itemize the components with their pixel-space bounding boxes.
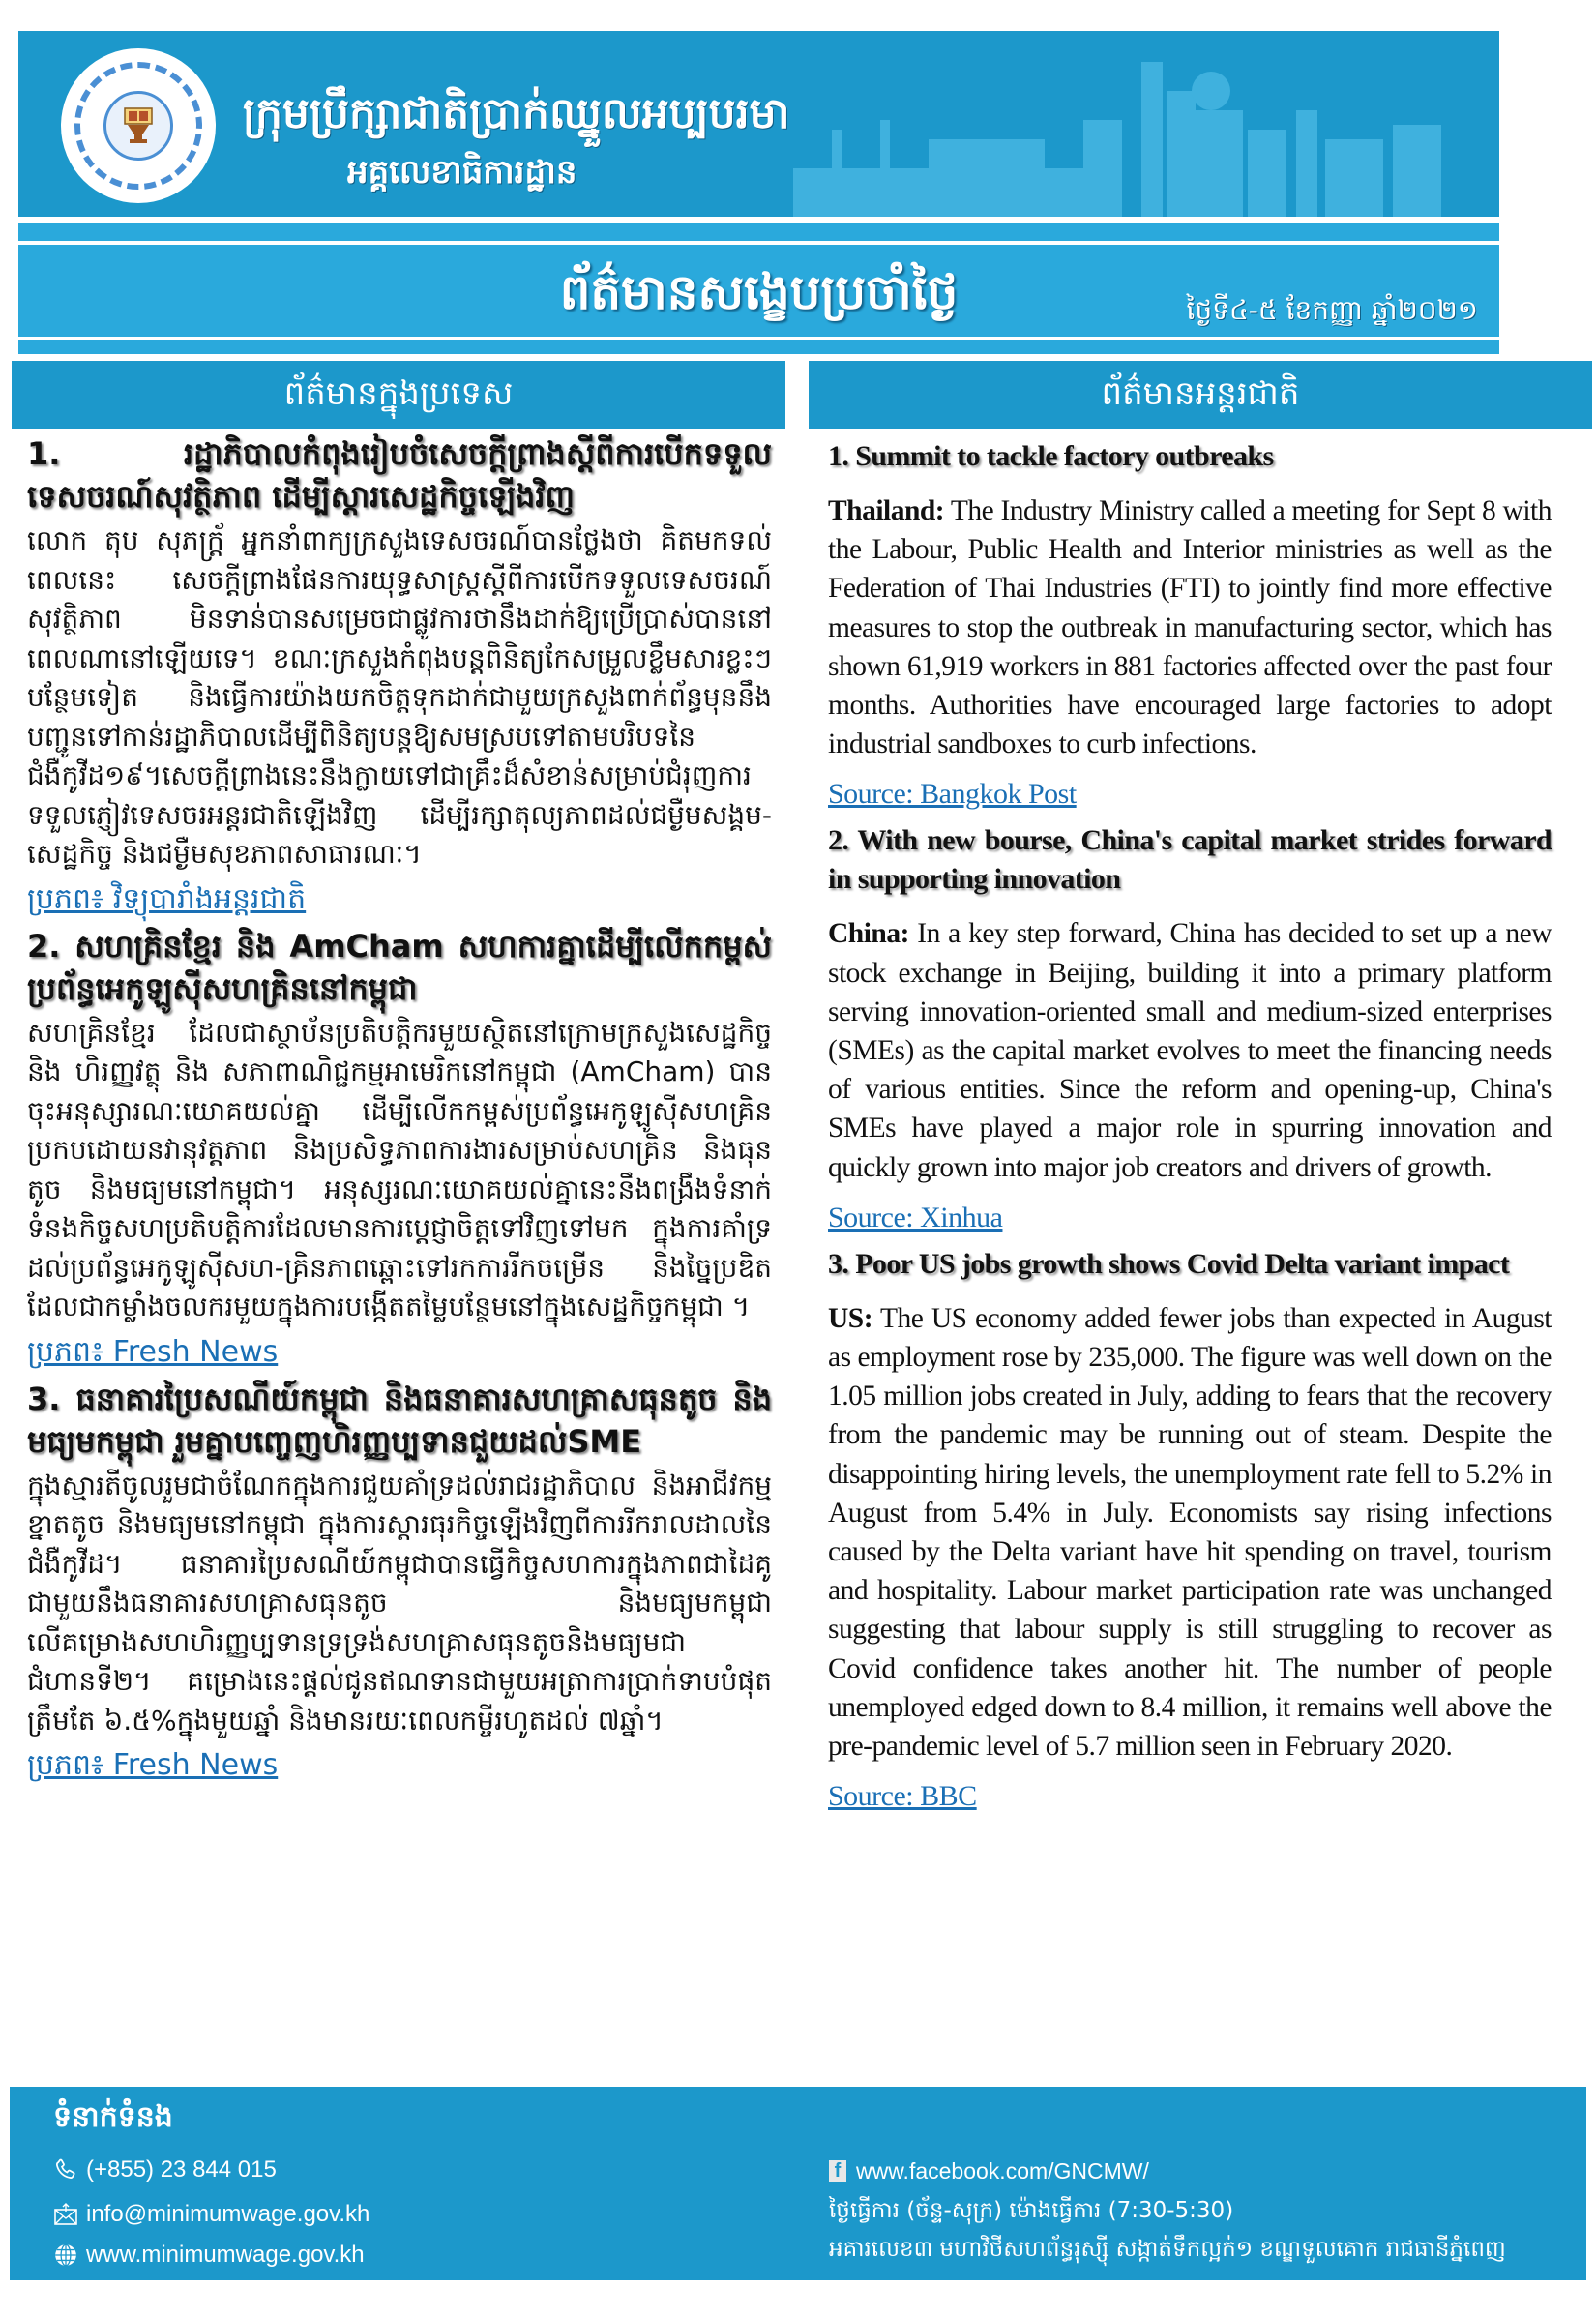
international-news-column [828, 437, 1552, 1824]
article-source-link[interactable]: ប្រភព៖ Fresh News [27, 1748, 279, 1782]
email-address: info@minimumwage.gov.kh [86, 2201, 370, 2227]
article-country: US: [828, 1302, 873, 1334]
decorative-band [18, 340, 1499, 354]
phone-number: (+855) 23 844 015 [86, 2156, 277, 2183]
decorative-band [18, 223, 1499, 241]
newsletter-title-bar [18, 245, 1499, 337]
phone-icon [53, 2157, 78, 2183]
international-article-3 [828, 1245, 1552, 1824]
newsletter-title: ព័ត៌មានសង្ខេបប្រចាំថ្ងៃ [559, 264, 959, 320]
article-source-link[interactable]: Source: BBC [828, 1780, 977, 1813]
facebook-icon: f [829, 2160, 846, 2182]
contact-phone[interactable] [53, 2156, 277, 2183]
organization-subtitle: អគ្គលេខាធិការដ្ឋាន [347, 153, 577, 192]
footer-info [829, 2154, 1506, 2265]
article-title: 2. សហគ្រិនខ្មែរ និង AmCham សហការគ្នាដើម្បីលើកកម្ពស់ប្រព័ន្ធអេកូឡូស៊ីសហគ្រិននៅកម្ពុជា [27, 927, 772, 1007]
article-body: លោក តុប សុភក្ដ្រ័ អ្នកនាំពាក្យក្រសួងទេសចរណ៍បានថ្លែងថា គិតមកទល់ពេលនេះ សេចក្ដីព្រាងផែនការយុទ្ធសាស្ត្រស្ដីពីការបើកទទួលទេសចរណ៍សុវត្ថិភាព មិនទាន់បានសម្រេចជាផ្លូវការថានឹងដាក់ឱ្យប្រើប្រាស់បាននៅពេលណានៅឡើយទេ។ ខណៈក្រសួងកំពុងបន្តពិនិត្យកែសម្រួលខ្លឹមសារខ្លះៗបន្ថែមទៀត និងធ្វើការយ៉ាងយកចិត្តទុកដាក់ជាមួយក្រសួងពាក់ព័ន្ធមុននឹងបញ្ជូនទៅកាន់រដ្ឋាភិបាលដើម្បីពិនិត្យបន្តឱ្យសមស្របទៅតាមបរិបទនៃជំងឺកូវីដ១៩។សេចក្ដីព្រាងនេះនឹងក្លាយទៅជាគ្រឹះដ៏សំខាន់សម្រាប់ជំរុញការទទួលភ្ញៀវទេសចរអន្តរជាតិឡើងវិញ ដើម្បីរក្សាតុល្យភាពដល់ជម្ងឺមសង្គម-សេដ្ឋកិច្ច និងជម្ងឺមសុខភាពសាធារណៈ។ [27, 524, 772, 870]
local-news-column [27, 432, 772, 1791]
article-body: ក្នុងស្មារតីចូលរួមជាចំណែកក្នុងការជួយគាំទ្រដល់រាជរដ្ឋាភិបាល និងអាជីវកម្មខ្នាតតូច និងមធ្យមនៅកម្ពុជា ក្នុងការស្ដារធុរកិច្ចឡើងវិញពីការរីករាលដាលនៃជំងឺកូវីដ។ ធនាគារប្រៃសណីយ៍កម្ពុជាបានធ្វើកិច្ចសហការក្នុងភាពជាដៃគូជាមួយនឹងធនាគារសហគ្រាសធុនតូច និងមធ្យមកម្ពុជា លើគម្រោងសហហិរញ្ញប្បទានទ្រទ្រង់សហគ្រាសធុនតូចនិងមធ្យមជាជំហានទី២។ គម្រោងនេះផ្ដល់ជូនឥណទានជាមួយអត្រាការប្រាក់ទាបបំផុតត្រឹមតែ ៦.៥%ក្នុងមួយឆ្នាំ និងមានរយៈពេលកម្ចីរហូតដល់ ៧ឆ្នាំ។ [27, 1469, 772, 1737]
city-port-illustration [793, 33, 1461, 217]
article-source-link[interactable]: Source: Bangkok Post [828, 778, 1077, 811]
article-country: Thailand: [828, 495, 945, 526]
article-source-link[interactable]: ប្រភព៖ វិទ្យុបារាំងអន្តរជាតិ [27, 881, 307, 916]
international-news-header: ព័ត៌មានអន្តរជាតិ [809, 361, 1592, 429]
article-body [828, 914, 1552, 1186]
article-text: The US economy added fewer jobs than expected in August as employment rose by 235,000. The figure was well down on the 1.05 million jobs created in July, adding to fears that the recovery from the pandemic may be running out of steam. Despite the disappointing hiring levels, the unemployment rate fell to 5.2% in August from 5.4% in July. Economists say rising infections caused by the Delta variant have hit spending on travel, tourism and hospitality. Labour market participation rate was unchanged suggesting that labour supply is still struggling to recover as Covid confidence takes another hit. The number of people unemployed edged down to 8.4 million, it remains well above the pre-pandemic level of 5.7 million seen in February 2020. [828, 1302, 1552, 1763]
article-body [828, 1299, 1552, 1766]
contact-website[interactable] [53, 2242, 365, 2269]
international-article-1 [828, 437, 1552, 821]
local-article-2 [27, 925, 772, 1378]
article-text: In a key step forward, China has decided to set up a new stock exchange in Beijing, building it into a primary platform serving innovation-oriented small and medium-sized enterprises (SMEs) as the capital market evolves to meet the financing needs of various entities. Since the reform and opening-up, China's SMEs have played a major role in spurring innovation and quickly grown into major job creators and drivers of growth. [828, 918, 1552, 1183]
globe-icon [53, 2243, 78, 2268]
newsletter-date: ថ្ងៃទី៤-៥ ខែកញ្ញា ឆ្នាំ២០២១ [1186, 294, 1478, 326]
logo-core [103, 91, 173, 161]
article-source-link[interactable]: ប្រភព៖ Fresh News [27, 1334, 279, 1369]
article-title: 3. Poor US jobs growth shows Covid Delta variant impact [828, 1247, 1510, 1280]
ministry-seal-logo [61, 48, 216, 203]
logo-gear-ring [74, 62, 202, 190]
contact-heading: ទំនាក់ទំនង [53, 2100, 173, 2134]
website-url: www.minimumwage.gov.kh [86, 2242, 365, 2268]
local-news-header: ព័ត៌មានក្នុងប្រទេស [12, 361, 785, 429]
local-article-1 [27, 432, 772, 925]
article-title: 3. ធនាគារប្រៃសណីយ៍កម្ពុជា និងធនាគារសហគ្រាសធុនតូច និងមធ្យមកម្ពុជា រួមគ្នាបញ្ចេញហិរញ្ញប្បទានជួយដល់SME [27, 1380, 772, 1460]
organization-name: ក្រុមប្រឹក្សាជាតិប្រាក់ឈ្នួលអប្បបរមា [243, 89, 790, 138]
article-title: 1. Summit to tackle factory outbreaks [828, 440, 1274, 472]
header-banner [18, 31, 1499, 217]
contact-footer [10, 2087, 1586, 2280]
article-text: The Industry Ministry called a meeting for Sept 8 with the Labour, Public Health and Interior ministries as well as the Federation of Thai Industries (FTI) to jointly find more effective measures to stop the outbreak in manufacturing sector, which has shown 61,919 workers in 881 factories affected over the past four months. Authorities have encouraged large factories to adopt industrial sandboxes to curb infections. [828, 495, 1552, 760]
contact-email[interactable] [53, 2201, 369, 2228]
article-source-link[interactable]: Source: Xinhua [828, 1201, 1003, 1233]
article-body: សហគ្រិនខ្មែរ ដែលជាស្ថាប័នប្រតិបត្តិករមួយស្ថិតនៅក្រោមក្រសួងសេដ្ឋកិច្ច និង ហិរញ្ញវត្ថុ និង សភាពាណិជ្ជកម្មអាមេរិកនៅកម្ពុជា (AmCham) បានចុះអនុស្សារណៈយោគយល់គ្នា ដើម្បីលើកកម្ពស់ប្រព័ន្ធអេកូឡូស៊ីសហគ្រិនប្រកបដោយនវានុវត្តភាព និងប្រសិទ្ធភាពការងារសម្រាប់សហគ្រិន និងធុនតូច និងមធ្យមនៅកម្ពុជា។ អនុស្សរណៈយោគយល់គ្នានេះនឹងពង្រឹងទំនាក់ទំនងកិច្ចសហប្រតិបត្តិការដែលមានការប្ដេជ្ញាចិត្តទៅវិញទៅមក ក្នុងការគាំទ្រដល់ប្រព័ន្ធអេកូឡូស៊ីសហ-គ្រិនភាពឆ្ពោះទៅរកការរីកចម្រើន និងច្នៃប្រឌិតដែលជាកម្លាំងចលករមួយក្នុងការបង្កើតតម្លៃបន្ថែមនៅក្នុងសេដ្ឋកិច្ចកម្ពុជា ។ [27, 1016, 772, 1322]
local-article-3 [27, 1378, 772, 1792]
article-country: China: [828, 918, 909, 950]
international-article-2 [828, 821, 1552, 1244]
office-address: អគារលេខ៣ មហាវិថីសហព័ន្ធរុស្ស៊ី សង្កាត់ទឹកល្អក់១ ខណ្ឌទួលគោក រាជធានីភ្នំពេញ [829, 2237, 1506, 2262]
book-pedestal-icon [122, 106, 155, 145]
article-body [828, 491, 1552, 763]
envelope-icon [53, 2203, 78, 2226]
working-hours: ថ្ងៃធ្វើការ (ច័ន្ទ-សុក្រ) ម៉ោងធ្វើការ (7:30-5:30) [829, 2198, 1234, 2223]
facebook-url: www.facebook.com/GNCMW/ [856, 2157, 1149, 2183]
article-title: 1. រដ្ឋាភិបាលកំពុងរៀបចំសេចក្ដីព្រាងស្ដីពីការបើកទទួលទេសចរណ៍សុវត្ថិភាព ដើម្បីស្ដារសេដ្ឋកិច្ចឡើងវិញ [27, 435, 772, 515]
facebook-link[interactable] [829, 2154, 1506, 2187]
article-title: 2. With new bourse, China's capital market strides forward in supporting innovation [828, 824, 1552, 896]
